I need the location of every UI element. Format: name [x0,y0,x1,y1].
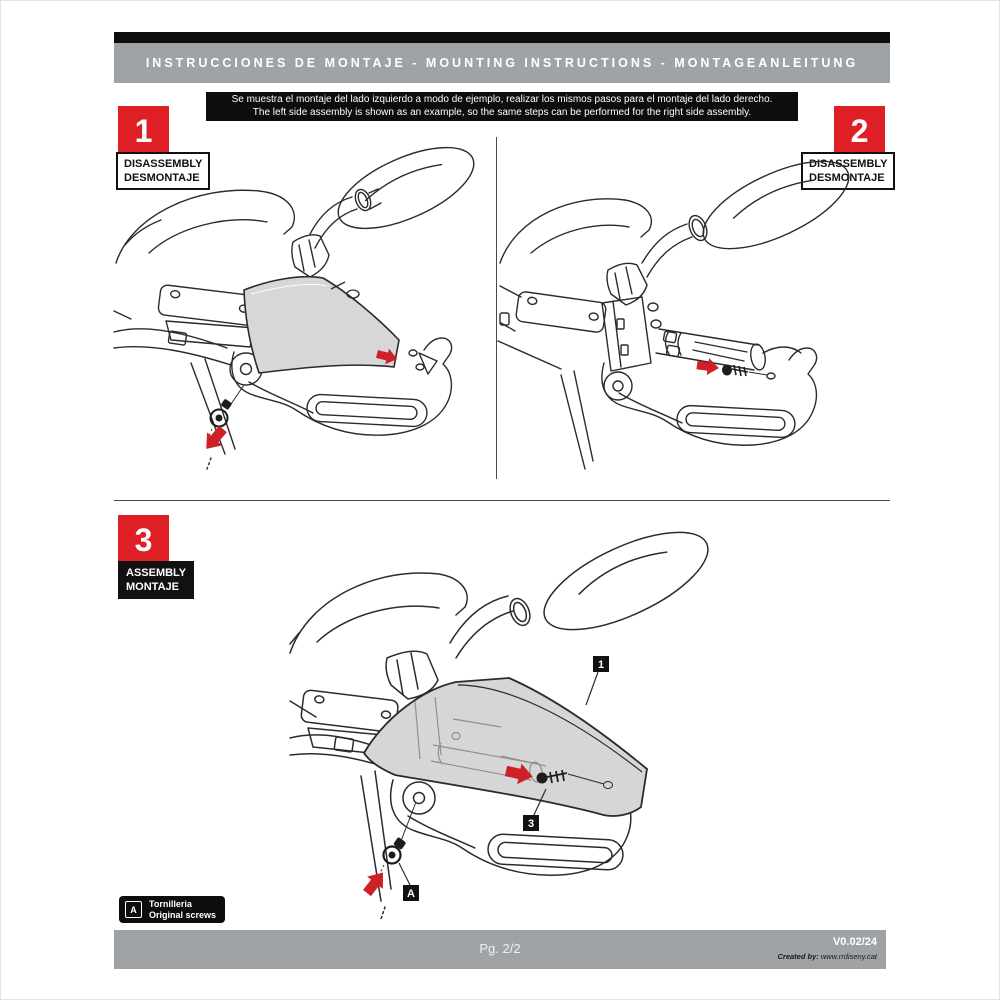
tag-a-text: A [407,888,415,900]
legend-original-screws [119,896,225,923]
front-cowl [290,573,467,653]
panel-divider-vertical [496,137,497,479]
red-arrow-screw [696,357,720,377]
mirror-stalk [450,596,508,643]
step1-illustration [114,141,494,486]
page-title: INSTRUCCIONES DE MONTAJE - MOUNTING INSTRUCTIONS - MONTAGEANLEITUNG [114,43,890,83]
tag-3-text: 3 [527,818,535,830]
note-banner [206,92,798,121]
note-line-es: Se muestra el montaje del lado izquierdo a modo de ejemplo, realizar los mismos pasos para el montaje del lado derecho. [231,94,773,105]
step-2-number: 2 [834,106,885,157]
step-1-label-en: DISASSEMBLY [124,158,203,170]
page-number: Pg. 2/2 [479,941,521,956]
handguard-vent [676,405,795,438]
step2-illustration [498,141,890,491]
legend-key-icon: A [125,901,142,918]
step-1-label-es: DESMONTAJE [124,172,200,184]
handguard-pivot [604,372,632,400]
tag-1-text: 1 [597,659,605,671]
section-divider-horizontal [114,500,890,501]
step-2-label-en: DISASSEMBLY [809,158,888,170]
mirror-stalk [310,197,352,234]
brake-reservoir [515,291,606,333]
front-cowl [116,190,294,263]
part-tag-deflector [586,656,609,705]
step-3-number: 3 [118,515,169,566]
step-3-label [118,561,194,599]
step-3-label-en: ASSEMBLY [126,567,187,579]
mirror [531,513,721,650]
credit-line [778,952,878,961]
mirror [327,131,485,245]
handguard-vent [306,394,427,427]
front-cowl [500,199,651,263]
header-black-strip [114,32,890,43]
note-line-en: The left side assembly is shown as an example, so the same steps can be performed for the right side assembly. [252,106,752,118]
handguard-vent [487,834,623,871]
version-label: V0.02/24 [832,936,877,948]
bar-clamp [602,297,651,371]
credit-prefix: Created by: [777,952,819,961]
step-3-label-es: MONTAJE [126,581,179,593]
part-tag-original-screw [399,863,419,901]
deflector-step1 [244,277,399,373]
credit-url: www.rrdiseny.cat [820,952,877,961]
handguard-pivot [403,782,435,814]
legend-line-en: Original screws [149,909,217,920]
step-1-number: 1 [118,106,169,157]
mirror [691,144,860,267]
stalk-boot [292,235,329,277]
brake-reservoir [158,284,257,325]
step-2-label-es: DESMONTAJE [809,172,885,184]
legend-line-es: Tornilleria [149,899,192,909]
step3-illustration [201,531,801,941]
red-arrow-screw-a [359,866,391,899]
footer-bar [114,930,886,969]
